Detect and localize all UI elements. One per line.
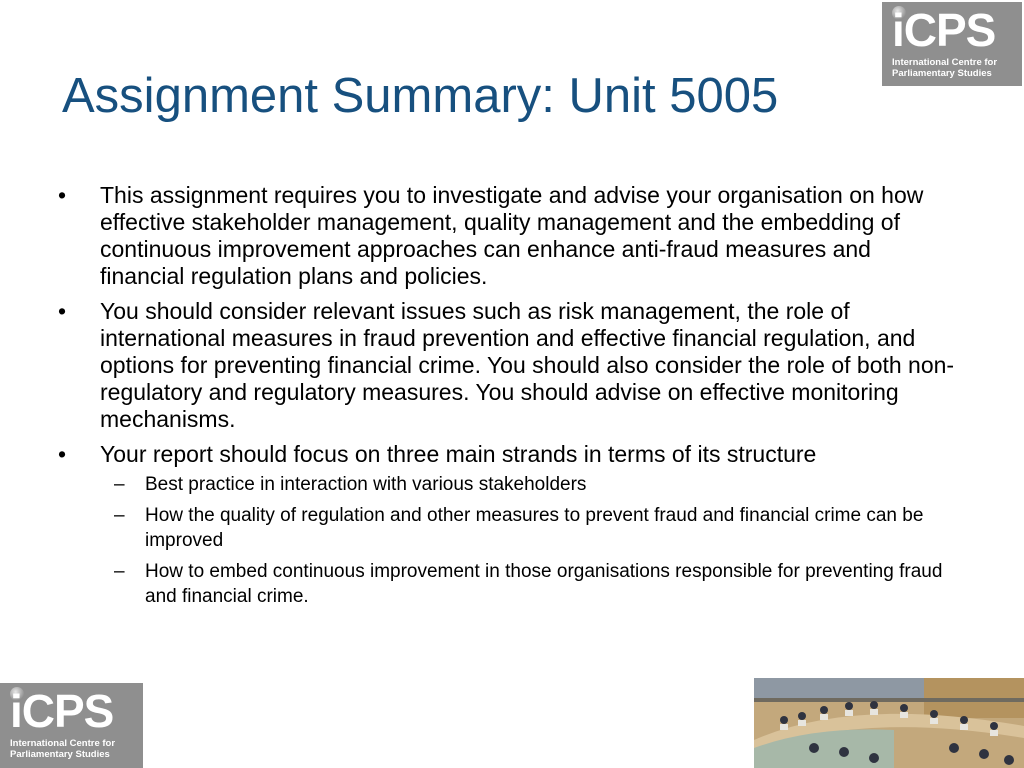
sub-bullet-marker: –: [114, 505, 125, 526]
icps-logo-top: [882, 2, 1022, 86]
bullet-text: You should consider relevant issues such as risk management, the role of international measures in fraud prevention and effective financial regulation, and options for preventing financial crime. You should also consider the role of both non-regulatory and regulatory measures. You should advise on effective monitoring mechanisms.: [100, 298, 955, 432]
bullet-text: Your report should focus on three main strands in terms of its structure: [100, 441, 817, 467]
sub-bullet-item: [56, 472, 956, 497]
logo-line-1: International Centre for: [10, 738, 116, 749]
sub-bullet-text: How to embed continuous improvement in those organisations responsible for preventing fraud and financial crime.: [145, 561, 943, 607]
bullet-list: [56, 182, 956, 615]
committee-room-illustration: [754, 678, 1024, 768]
logo-line-2: Parliamentary Studies: [10, 749, 110, 760]
bullet-item: [56, 182, 956, 290]
bullet-item: [56, 298, 956, 433]
logo-line-2: Parliamentary Studies: [892, 68, 992, 79]
sub-bullet-marker: –: [114, 474, 125, 495]
bullet-text: This assignment requires you to investigate and advise your organisation on how effective stakeholder management, quality management and the embedding of continuous improvement approaches can enhance anti-fraud measures and financial regulation plans and policies.: [100, 182, 924, 289]
sub-bullet-text: How the quality of regulation and other measures to prevent fraud and financial crime can be improved: [145, 505, 924, 551]
logo-mark: iCPS: [10, 685, 114, 737]
sub-bullet-item: [56, 503, 956, 553]
bullet-marker: •: [58, 182, 67, 208]
logo-line-1: International Centre for: [892, 57, 998, 68]
sub-bullet-list: [56, 472, 956, 609]
sub-bullet-text: Best practice in interaction with various stakeholders: [145, 474, 587, 495]
bullet-item: [56, 441, 956, 468]
bullet-marker: •: [58, 298, 67, 324]
logo-caption: [892, 57, 997, 79]
logo-mark: iCPS: [892, 4, 996, 56]
bullet-marker: •: [58, 441, 67, 467]
committee-room-photo: [754, 678, 1024, 768]
slide-title: Assignment Summary: Unit 5005: [62, 69, 779, 123]
logo-caption: [10, 738, 115, 760]
sub-bullet-item: [56, 559, 956, 609]
sub-bullet-marker: –: [114, 561, 125, 582]
icps-logo-bottom: [0, 683, 143, 768]
